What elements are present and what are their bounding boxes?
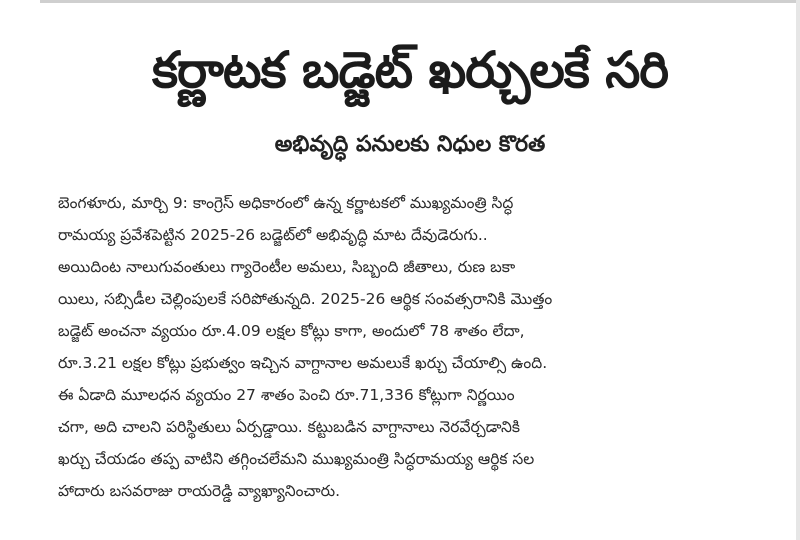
body-line: చగా, అది చాలని పరిస్థితులు ఏర్పడ్డాయి. కట్టుబడిన వాగ్దానాలు నెరవేర్చడానికి <box>58 418 520 436</box>
body-line: అయిదింట నాలుగువంతులు గ్యారెంటీల అమలు, సిబ్బంది జీతాలు, రుణ బకా <box>58 258 516 276</box>
body-line: ఈ ఏడాది మూలధన వ్యయం 27 శాతం పెంచి రూ.71,336 కోట్లుగా నిర్ణయిం <box>58 386 515 404</box>
body-line: ఖర్చు చేయడం తప్ప వాటిని తగ్గించలేమని ముఖ్యమంత్రి సిద్ధరామయ్య ఆర్థిక సల <box>58 450 535 468</box>
body-line: యిలు, సబ్సిడీల చెల్లింపులకే సరిపోతున్నది. 2025-26 ఆర్థిక సంవత్సరానికి మొత్తం <box>58 290 553 308</box>
body-line: రామయ్య ప్రవేశపెట్టిన 2025-26 బడ్జెట్‌లో అభివృద్ధి మాట దేవుడెరుగు.. <box>58 226 488 244</box>
body-line: హాదారు బసవరాజు రాయరెడ్డి వ్యాఖ్యానించారు. <box>58 482 341 500</box>
body-line: బడ్జెట్ అంచనా వ్యయం రూ.4.09 లక్షల కోట్లు కాగా, అందులో 78 శాతం లేదా, <box>58 322 525 340</box>
body-line: బెంగళూరు, మార్చి 9: కాంగ్రెస్ అధికారంలో ఉన్న కర్ణాటకలో ముఖ్యమంత్రి సిద్ధ <box>58 194 514 212</box>
page-edge <box>796 0 800 540</box>
article-body <box>58 187 770 507</box>
top-divider <box>40 0 800 3</box>
article-subheadline: అభివృద్ధి పనులకు నిధుల కొరత <box>274 132 546 157</box>
article-headline: కర్ణాటక బడ్జెట్ ఖర్చులకే సరి <box>151 41 669 99</box>
body-line: రూ.3.21 లక్షల కోట్లు ప్రభుత్వం ఇచ్చిన వాగ్దానాల అమలుకే ఖర్చు చేయాల్సి ఉంది. <box>58 354 548 372</box>
